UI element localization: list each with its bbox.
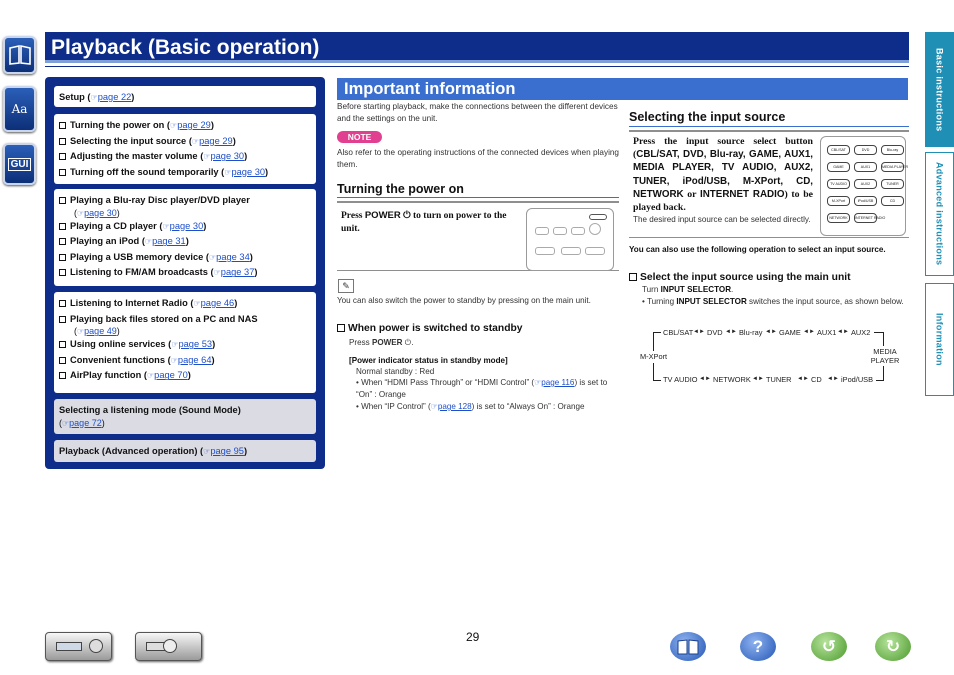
nav-item[interactable]: AirPlay function (☞page 70) <box>59 368 311 384</box>
tab-label: Advanced instructions <box>934 162 945 266</box>
nav-subline: (☞page 49) <box>74 326 120 337</box>
checkbox-icon <box>59 254 66 261</box>
cycle-item-bottom: iPod/USB <box>841 375 874 384</box>
cycle-arrow: ◄► <box>797 376 809 382</box>
important-heading: Important information <box>344 80 516 98</box>
standby-heading: When power is switched to standby <box>337 323 523 334</box>
remote-button-ipod-usb: iPod/USB <box>854 196 877 206</box>
checkbox-icon <box>59 197 66 204</box>
remote-illustration <box>526 208 614 271</box>
checkbox-icon <box>59 316 66 323</box>
nav-item[interactable]: Adjusting the master volume (☞page 30) <box>59 149 311 165</box>
section-rule <box>629 126 909 127</box>
also-text: You can also use the following operation to select an input source. <box>629 245 886 254</box>
page-link[interactable]: page 70 <box>154 370 188 381</box>
bullet-ip-control: • When “IP Control” (☞page 128) is set to “Always On” : Orange <box>356 402 585 411</box>
nav-item[interactable]: Turning the power on (☞page 29) <box>59 118 311 134</box>
cycle-item-bottom: TUNER <box>766 375 792 384</box>
remote-button-cd: CD <box>881 196 904 206</box>
checkbox-icon <box>59 341 66 348</box>
nav-item[interactable] <box>59 193 311 208</box>
remote-button-m-xport: M-XPort <box>827 196 850 206</box>
standby-press: Press POWER ⏻. <box>349 338 414 347</box>
power-instruction: Press POWER ⏻ to turn on power to the unit. <box>341 210 507 234</box>
page-ref-icon: ☞ <box>90 93 98 102</box>
page-ref-icon: ☞ <box>170 121 178 130</box>
tab-basic-instructions[interactable] <box>925 32 954 147</box>
page-ref-icon: ☞ <box>170 355 178 365</box>
checkbox-icon <box>59 169 66 176</box>
contents-book-icon[interactable] <box>3 36 36 74</box>
rear-panel-button[interactable] <box>135 632 202 661</box>
cycle-item-top: GAME <box>779 328 801 337</box>
nav-item[interactable]: Playing an iPod (☞page 31) <box>59 234 311 250</box>
tab-label: Information <box>934 313 945 366</box>
checkbox-icon <box>59 238 66 245</box>
remote-button-blu-ray: Blu-ray <box>881 145 904 155</box>
cycle-item-top: AUX2 <box>851 328 871 337</box>
turn-instruction: Turn INPUT SELECTOR. <box>642 285 734 294</box>
nav-item[interactable]: Turning off the sound temporarily (☞page 30) <box>59 165 311 181</box>
remote-button-cbl-sat: CBL/SAT <box>827 145 850 155</box>
page-link[interactable]: page 30 <box>210 151 245 162</box>
page-link[interactable]: page 22 <box>97 92 132 102</box>
cycle-connector-line <box>883 366 884 380</box>
page-ref-icon: ☞ <box>146 371 155 381</box>
remote-button-tuner: TUNER <box>881 179 904 189</box>
note-text: Also refer to the operating instructions of the connected devices when playing them. <box>337 148 619 169</box>
book-icon <box>8 44 32 66</box>
page-link[interactable]: page 30 <box>169 220 204 231</box>
remote-button-aux1: AUX1 <box>854 162 877 172</box>
back-arrow-icon: ↺ <box>821 636 837 656</box>
input-instruction: Press the input source select button (CBL/SAT, DVD, Blu-ray, GAME, AUX1, MEDIA PLAYER, TV AUDIO, AUX2, TUNER, iPod/USB, M-XPort, CD, NETWORK or INTERNET RADIO) to be played back. <box>633 136 814 214</box>
nav-subline: (☞page 72) <box>59 417 105 428</box>
cycle-arrow: ◄► <box>803 329 815 335</box>
question-icon: ? <box>752 636 764 656</box>
nav-label: Turning off the sound temporarily <box>70 166 219 177</box>
remote-button-internet-radio: INTERNET RADIO <box>854 213 877 223</box>
tab-label: Basic instructions <box>934 47 945 132</box>
normal-standby-text: Normal standby : Red <box>356 367 435 376</box>
cycle-arrow: ◄► <box>837 329 849 335</box>
title-bar <box>45 32 909 63</box>
contents-book-button[interactable] <box>670 632 706 661</box>
remote-button-media-player: MEDIA PLAYER <box>881 162 904 172</box>
page-ref-icon: ☞ <box>191 136 200 146</box>
page-link[interactable]: page 30 <box>231 166 266 177</box>
nav-label: Playing an iPod <box>70 236 140 247</box>
cycle-item-right: MEDIA PLAYER <box>870 347 900 365</box>
checkbox-icon <box>59 269 66 276</box>
cycle-item-top: CBL/SAT <box>663 328 694 337</box>
nav-label: Selecting the input source <box>70 135 187 146</box>
checkbox-icon <box>59 223 66 230</box>
nav-label: Turning the power on <box>70 120 165 130</box>
nav-label: Convenient functions <box>70 354 166 365</box>
nav-label: Playback (Advanced operation) <box>59 446 198 456</box>
checkbox-icon <box>59 138 66 145</box>
page-ref-icon: ☞ <box>62 418 70 428</box>
tab-advanced-instructions[interactable] <box>925 152 954 276</box>
page-ref-icon: ☞ <box>144 237 153 247</box>
front-panel-display-icon <box>56 642 82 651</box>
cycle-connector-line <box>653 332 654 351</box>
nav-sound-mode[interactable] <box>54 399 316 434</box>
nav-advanced[interactable]: Playback (Advanced operation) (☞page 95) <box>54 440 316 462</box>
power-icon: ⏻ <box>403 211 411 221</box>
cycle-arrow: ◄► <box>725 329 737 335</box>
knob-icon <box>89 639 103 653</box>
nav-item[interactable]: Listening to Internet Radio (☞page 46) <box>59 296 311 312</box>
important-info-bar <box>337 78 908 100</box>
nav-label: Using online services <box>70 339 166 350</box>
connector-icon <box>163 639 177 653</box>
cycle-connector-line <box>653 332 661 333</box>
page-ref-icon: ☞ <box>203 447 211 456</box>
power-instruction-box <box>337 201 619 271</box>
cycle-arrow: ◄► <box>699 376 711 382</box>
nav-label: Listening to FM/AM broadcasts <box>70 267 208 278</box>
checkbox-icon <box>59 153 66 160</box>
page-link[interactable]: page 37 <box>220 267 255 278</box>
page-ref-icon: ☞ <box>224 167 232 177</box>
cycle-item-left: M-XPort <box>640 352 668 361</box>
nav-group-playback <box>54 189 316 286</box>
power-icon: ⏻ <box>404 338 412 347</box>
page-link[interactable]: page 46 <box>200 298 235 308</box>
remote-button-game: GAME <box>827 162 850 172</box>
nav-item[interactable]: Using online services (☞page 53) <box>59 337 311 353</box>
nav-group-basic <box>54 114 316 184</box>
index-aa-icon[interactable] <box>3 86 36 132</box>
note-badge: NOTE <box>337 131 382 143</box>
checkbox-icon <box>59 372 66 379</box>
turn-bullet: • Turning INPUT SELECTOR switches the input source, as shown below. <box>642 297 904 306</box>
cycle-item-top: AUX1 <box>817 328 837 337</box>
memo-pencil-icon: ✎ <box>338 279 354 293</box>
page-link[interactable]: page 29 <box>199 135 233 146</box>
gui-icon[interactable] <box>3 143 36 185</box>
page-ref-icon: ☞ <box>77 208 85 218</box>
checkbox-icon <box>59 300 66 307</box>
nav-panel <box>45 77 325 469</box>
cycle-connector-line <box>883 332 884 346</box>
cycle-arrow: ◄► <box>693 329 705 335</box>
forward-button[interactable] <box>875 632 911 661</box>
cycle-item-bottom: TV AUDIO <box>663 375 698 384</box>
cycle-connector-line <box>876 380 884 381</box>
memo-text: You can also switch the power to standby by pressing on the main unit. <box>337 296 591 305</box>
nav-item[interactable] <box>59 312 311 327</box>
indicator-heading: [Power indicator status in standby mode] <box>349 356 508 365</box>
page-link[interactable]: page 95 <box>210 446 244 456</box>
remote-button-dvd: DVD <box>854 145 877 155</box>
page-link[interactable]: page 31 <box>152 236 186 247</box>
direct-note: The desired input source can be selected directly. <box>633 215 811 224</box>
tab-information[interactable] <box>925 283 954 396</box>
page-ref-icon: ☞ <box>171 340 179 350</box>
nav-label: Setup <box>59 92 85 102</box>
gui-text: GUI <box>8 158 32 171</box>
cycle-connector-line <box>874 332 883 333</box>
forward-arrow-icon: ↻ <box>885 636 901 656</box>
cycle-item-top: Blu-ray <box>739 328 763 337</box>
nav-label: Adjusting the master volume <box>70 151 198 162</box>
page-ref-icon: ☞ <box>203 152 211 162</box>
nav-label: Playing back files stored on a PC and NAS <box>70 313 258 324</box>
cycle-item-bottom: CD <box>811 375 822 384</box>
page-link[interactable]: page 53 <box>178 339 213 350</box>
cycle-connector-line <box>653 363 654 380</box>
page-link[interactable]: page 30 <box>84 207 117 218</box>
intro-text: Before starting playback, make the connections between the different devices and the settings on the unit. <box>337 102 618 123</box>
page-ref-icon: ☞ <box>193 299 201 308</box>
nav-label: Playing a Blu-ray Disc player/DVD player <box>70 195 250 205</box>
page-title: Playback (Basic operation) <box>51 36 320 59</box>
open-book-icon <box>677 639 699 655</box>
remote-input-buttons <box>820 136 909 236</box>
cycle-arrow: ◄► <box>765 329 777 335</box>
nav-item[interactable]: Convenient functions (☞page 64) <box>59 353 311 369</box>
page-ref-icon: ☞ <box>209 252 217 262</box>
page-link[interactable]: page 29 <box>177 120 211 130</box>
nav-group-network <box>54 292 316 393</box>
nav-label: Playing a CD player <box>70 220 157 231</box>
cycle-arrow: ◄► <box>752 376 764 382</box>
nav-item[interactable]: Playing a CD player (☞page 30) <box>59 219 311 235</box>
cycle-arrow: ◄► <box>827 376 839 382</box>
page-number: 29 <box>466 630 480 644</box>
back-button[interactable] <box>811 632 847 661</box>
page-ref-icon: ☞ <box>77 327 85 337</box>
input-source-heading: Selecting the input source <box>629 110 786 124</box>
page-link[interactable]: page 116 <box>541 378 575 387</box>
nav-label: Selecting a listening mode (Sound Mode) <box>59 405 241 415</box>
help-button[interactable] <box>740 632 776 661</box>
input-instruction-box <box>629 130 909 238</box>
page-link[interactable]: page 72 <box>69 417 102 428</box>
nav-setup[interactable]: Setup (☞page 22) <box>54 86 316 107</box>
nav-item[interactable]: Playing a USB memory device (☞page 34) <box>59 250 311 266</box>
checkbox-icon <box>59 357 66 364</box>
page-ref-icon: ☞ <box>162 221 170 231</box>
checkbox-icon <box>629 273 637 281</box>
nav-item[interactable]: Selecting the input source (☞page 29) <box>59 134 311 150</box>
cycle-item-top: DVD <box>707 328 723 337</box>
remote-button-aux2: AUX2 <box>854 179 877 189</box>
power-heading: Turning the power on <box>337 182 464 196</box>
cycle-connector-line <box>653 380 661 381</box>
page-link[interactable]: page 128 <box>437 402 472 411</box>
cycle-item-bottom: NETWORK <box>713 375 751 384</box>
nav-label: Playing a USB memory device <box>70 251 204 262</box>
page-link[interactable]: page 49 <box>84 326 117 337</box>
page-link[interactable]: page 34 <box>216 251 250 262</box>
title-underline <box>45 66 909 67</box>
section-rule <box>337 197 619 198</box>
remote-power-button-shape <box>589 214 607 220</box>
bullet-hdmi: • When “HDMI Pass Through” or “HDMI Control” (☞page 116) is set to “On” : Orange <box>356 378 608 399</box>
nav-label: AirPlay function <box>70 370 142 381</box>
page-ref-icon: ☞ <box>213 268 221 278</box>
nav-item[interactable]: Listening to FM/AM broadcasts (☞page 37) <box>59 265 311 281</box>
checkbox-icon <box>59 122 66 129</box>
nav-label: Listening to Internet Radio <box>70 298 188 308</box>
nav-subline: (☞page 30) <box>74 207 120 218</box>
page-link[interactable]: page 64 <box>177 354 212 365</box>
main-unit-heading: Select the input source using the main unit <box>629 272 851 283</box>
remote-button-network: NETWORK <box>827 213 850 223</box>
aa-text: Aa <box>11 102 28 116</box>
remote-button-tv-audio: TV AUDIO <box>827 179 850 189</box>
front-panel-button[interactable] <box>45 632 112 661</box>
checkbox-icon <box>337 324 345 332</box>
